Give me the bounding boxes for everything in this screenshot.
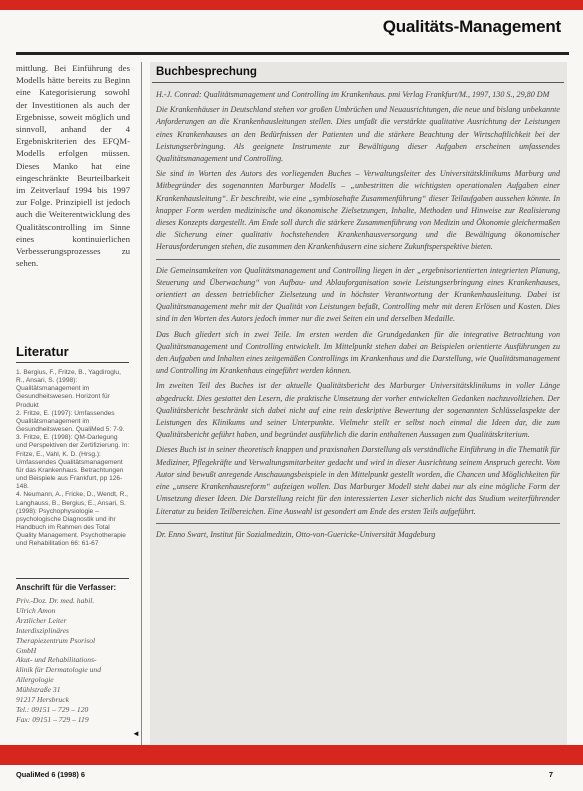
book-review-rule: [152, 82, 564, 83]
address-title: Anschrift für die Verfasser:: [16, 583, 117, 592]
address-line: Interdisziplinäres: [16, 625, 70, 635]
review-paragraph: Die Krankenhäuser in Deutschland stehen vor großen Umbrüchen und Neuausrichtungen, die neue und bislang unbekannte Anforderungen an die Krankenhausleitungen stellen. Dies umfaßt die verstärkte qualitative Ausrichtung der Leistungen eines Krankenhauses an den Bedürfnissen der Patienten und die stärkere Beachtung der Wirtschaftlichkeit bei der Leistungserbringung. Als geeignete Instrumente zur Bewältigung dieser Aufgaben erscheinen umfassendes Qualitätsmanagement und Controlling.: [156, 105, 560, 164]
literature-ref-1: 1. Bergius, F., Fritze, B., Yagdiroglu, R., Ansari, S. (1998): Qualitätsmanagement im Gesundheitswesen. Horizont für Produkt: [16, 369, 121, 409]
address-line: klinik für Dermatologie und: [16, 665, 101, 675]
arrow-left-icon: ◄: [132, 729, 140, 738]
address-line: GmbH: [16, 645, 37, 655]
section-header-title: Qualitäts-Management: [382, 17, 561, 36]
left-column-text: [16, 62, 130, 269]
address-line: Ulrich Amon: [16, 605, 56, 615]
review-paragraph: Dieses Buch ist in seiner theoretisch knappen und praxisnahen Darstellung als verständliche Einführung in die Thematik für Mediziner, Pflegekräfte und Verwaltungsmitarbeiter gedacht und wird in dieser Ausrichtung seinem Anspruch gerecht. Vom Autor sind bewußt anregende Anschauungsbeispiele in den Mittelpunkt gestellt worden, die Chancen und Möglichkeiten für eine „unsere Krankenhausreform“ aufzeigen wollen. Das Marburger Modell steht dabei nur als eine mögliche Form der Umsetzung dieser Ideen. Die Darstellung reicht für den interessierten Leser sicherlich nicht das Studium weiterführender Literatur zu beiden Teilbereichen. Eine Auswahl ist gesondert am Ende des ersten Teils aufgeführt.: [156, 445, 560, 516]
address-line: Therapiezentrum Psorisol: [16, 635, 96, 645]
review-paragraph: Im zweiten Teil des Buches ist der aktuelle Qualitätsbericht des Marburger Universitätsklinikums in voller Länge abgedruckt. Dies gestattet den Lesern, die praktische Umsetzung der vorher entwickelten Gedanken nachzuvollziehen. Der Qualitätsbericht beschränkt sich dabei nicht auf eine rein deskriptive Bewertung der sogenannten Schlüsselaspekte der Leistungen des Klinikums und seiner Unterpunkte. Vielmehr stellt er selbst noch einmal die Ideen dar, die zum Qualitätsbericht geführt haben, und begründet ausführlich die darin enthaltenen Aussagen zum Qualitätskriterium.: [156, 381, 560, 440]
bottom-accent-bar: [0, 745, 583, 765]
address-line: Tel.: 09151 – 729 – 120: [16, 704, 89, 714]
address-line: Priv.-Doz. Dr. med. habil.: [16, 596, 95, 605]
address-rule: [16, 578, 129, 579]
address-line: Akut- und Rehabilitations-: [16, 655, 97, 665]
review-author: Dr. Enno Swart, Institut für Sozialmedizin, Otto-von-Guericke-Universität Magdeburg: [156, 529, 436, 539]
left-column-paragraph: mittlung. Bei Einführung des Modells hätte bereits zu Beginn eine Kategorisierung sowohl der Investitionen als auch der Ergebnisse, soweit möglich und sinnvoll, anhand der 4 Ergebniskriterien des EFQM-Modells erfolgen müssen. Dieses Manko hat eine eingeschränkte Beurteilbarkeit im Zeitverlauf 1994 bis 1997 zur Folge. Prinzipiell ist jedoch auch die Weiterentwicklung des Qualitätscontrolling im Sinne eines kontinuierlichen Verbesserungsprozesses zu sehen.: [16, 63, 130, 269]
address-line: 91217 Hersbruck: [16, 695, 69, 705]
literature-list: [16, 369, 130, 548]
literature-ref-4: 4. Neumann, A., Fricke, D., Wendt, R., Langhauss, B., Bergius, E., Ansari, S. (1998): Psychophysiologie – psychologische Diagnostik und ihr Handbuch im Rahmen des Total Quality Management. Psychotherapie und Rehabilitation 66: 61-67: [16, 491, 129, 548]
review-paragraph: Das Buch gliedert sich in zwei Teile. Im ersten werden die Grundgedanken für die integrative Betrachtung von Qualitätsmanagement und Controlling entwickelt. Im Mittelpunkt stehen dabei an Beispielen orientierte Ausführungen zu den Aufgaben und Inhalten eines zeitgemäßen Controllings im Krankenhaus und die Darstellung, wie Qualitätsmanagement und Controlling im Krankenhaus eingeführt werden können.: [156, 329, 560, 376]
review-paragraph: Sie sind in Worten des Autors des vorliegenden Buches – Verwaltungsleiter des Universitätsklinikums Marburg und Mitbegründer des sogenannten Marburger Modells – „unbestritten die wichtigsten operationalen Aufgaben einer Krankenhausleitung“. Er beschreibt, wie eine „symbiosehafte Zusammenführung“ dieser Teilaufgaben aussehen könnte. In knapper Form werden medizinische und ökonomische Zielsetzungen, Inhalte, Methoden und Hinweise zur Realisierung dieses Konzepts dargestellt. Am Ende soll durch die stärkere Zusammenführung von Medizin und Ökonomie gleichermaßen die Sicherung einer qualitativ hochstehenden Krankenhausversorgung und die Bewältigung ökonomischer Herausforderungen stehen, die zusammen den Krankenhäusern eine sichere Zukunftsperspektive bieten.: [156, 169, 560, 252]
address-block: [16, 596, 130, 725]
review-divider: [156, 259, 560, 260]
book-review-body: [156, 89, 560, 544]
book-review-title: Buchbesprechung: [156, 66, 257, 78]
address-line: Fax: 09151 – 729 – 119: [16, 714, 89, 724]
header-rule: [16, 52, 569, 55]
address-line: Allergologie: [16, 675, 54, 685]
review-paragraph: Die Gemeinsamkeiten von Qualitätsmanagement und Controlling liegen in der „ergebnisorientierten integrierten Planung, Steuerung und Überwachung“ von Aufbau- und Ablauforganisation sowie Leistungserbringung eines Krankenhauses, orientiert an dessen betrieblicher Zielsetzung und in höchster Verantwortung der Krankenhausleitung. Dabei ist Qualitätsmanagement mehr mit der Qualität von Leistungen befaßt, Controlling mehr mit deren Erlösen und Kosten. Dies sind in den Worten des Autors jedoch immer nur die zwei Seiten ein und derselben Medaille.: [156, 265, 560, 324]
address-line: Mühlstraße 31: [16, 685, 61, 695]
footer-journal-info: QualiMed 6 (1998) 6: [16, 770, 86, 779]
literature-rule: [16, 362, 129, 363]
top-accent-bar: [0, 0, 583, 10]
review-citation: H.-J. Conrad: Qualitätsmanagement und Controlling im Krankenhaus. pmi Verlag Frankfurt/M., 1997, 130 S., 29,80 DM: [156, 90, 550, 99]
review-divider: [156, 523, 560, 524]
page-number: 7: [548, 770, 553, 779]
literature-ref-2: 2. Fritze, E. (1997): Umfassendes Qualitätsmanagement im Gesundheitswesen. QualiMed 5: 7-9.: [16, 409, 125, 434]
address-line: Ärztlicher Leiter: [16, 615, 67, 625]
literature-ref-3: 3. Fritze, E. (1998): QM-Darlegung und Perspektiven der Zertifizierung. In: Fritze, E., Vahl, K. D. (Hrsg.): Umfassendes Qualitätsmanagement für das Krankenhaus. Betrachtungen und Beispiele aus Frankfurt, pp 126-148.: [16, 434, 130, 491]
literature-title: Literatur: [16, 344, 69, 359]
column-divider: [141, 62, 142, 747]
